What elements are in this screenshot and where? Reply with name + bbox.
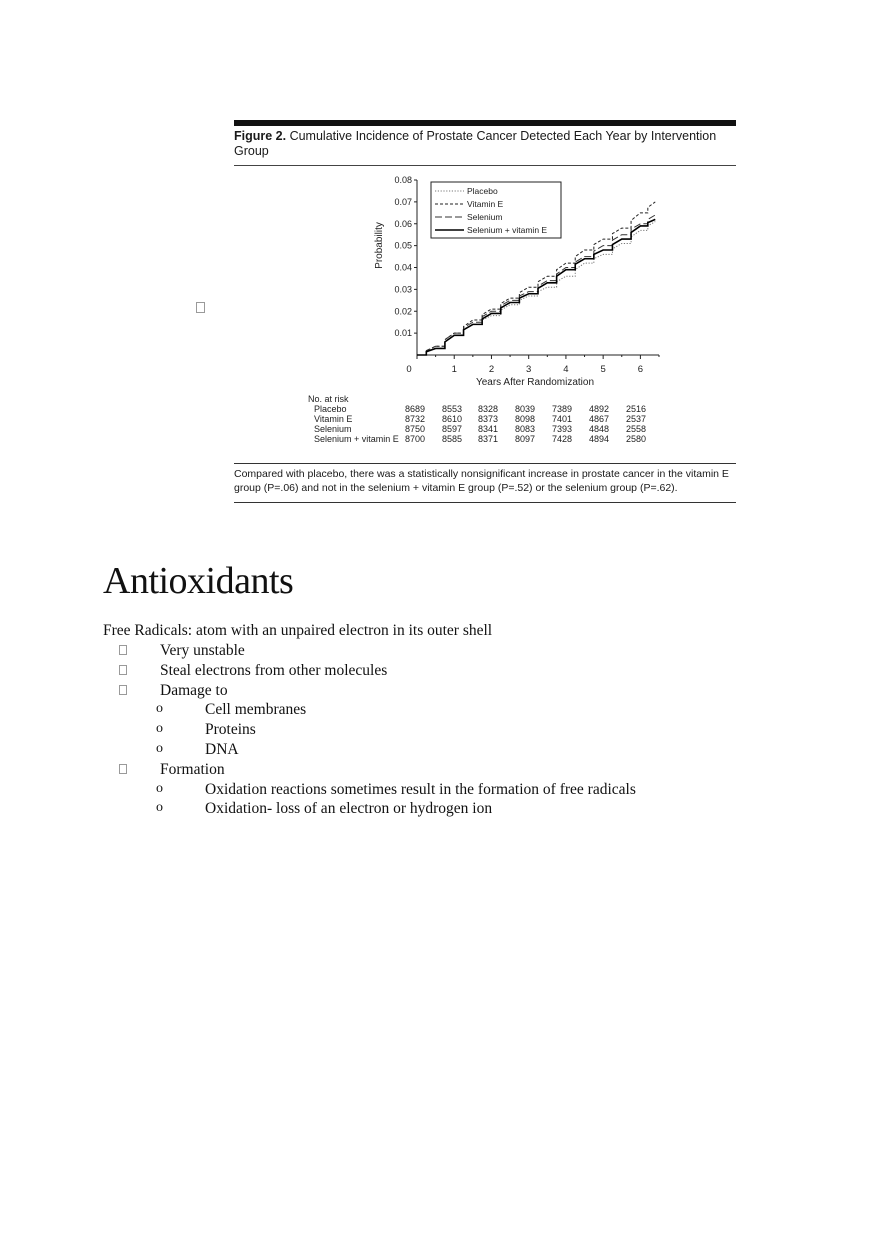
sub-bullet-icon: o <box>156 741 163 756</box>
y-tick-label: 0.01 <box>394 328 412 339</box>
at-risk-row-label: Placebo <box>314 404 347 414</box>
at-risk-row <box>308 434 738 444</box>
figure-top-bar <box>234 120 736 126</box>
at-risk-title: No. at risk <box>308 394 349 404</box>
figure-divider <box>234 463 736 464</box>
bullet-box-icon <box>119 665 127 675</box>
series-line-placebo <box>417 222 655 355</box>
at-risk-value: 4892 <box>589 404 610 414</box>
at-risk-value: 7401 <box>552 414 573 424</box>
sub-bullet-icon: o <box>156 800 163 816</box>
at-risk-value: 7393 <box>552 424 573 434</box>
legend-label: Selenium + vitamin E <box>467 225 548 235</box>
figure-caption-label: Figure 2. <box>234 129 287 143</box>
figure-2 <box>234 120 736 510</box>
at-risk-value: 8597 <box>442 424 463 434</box>
at-risk-value: 2537 <box>626 414 647 424</box>
y-tick-label: 0.06 <box>394 218 412 229</box>
x-tick-label: 6 <box>637 364 644 375</box>
at-risk-value: 8553 <box>442 404 463 414</box>
at-risk-value: 7428 <box>552 434 573 444</box>
y-axis-label: Probability <box>374 222 385 269</box>
at-risk-value: 2580 <box>626 434 647 444</box>
incidence-chart <box>234 170 736 392</box>
y-tick-label: 0.07 <box>394 196 412 207</box>
sub-bullet-icon: o <box>156 701 163 717</box>
bullet-box-icon <box>119 764 127 774</box>
x-tick-label: 1 <box>451 364 457 375</box>
figure-divider <box>234 502 736 503</box>
at-risk-value: 4867 <box>589 414 610 424</box>
at-risk-row <box>308 414 738 424</box>
y-tick-label: 0.04 <box>394 262 412 273</box>
list-item-text: Cell membranes <box>205 701 307 719</box>
bullet-box-icon <box>119 685 127 695</box>
figure-divider <box>234 165 736 166</box>
at-risk-row-label: Selenium <box>314 424 352 434</box>
x-tick-label: 2 <box>488 364 495 375</box>
at-risk-value: 8373 <box>478 414 499 424</box>
at-risk-value: 8039 <box>515 404 536 414</box>
legend-label: Selenium <box>467 212 503 222</box>
at-risk-value: 8610 <box>442 414 463 424</box>
at-risk-value: 8732 <box>405 414 426 424</box>
at-risk-value: 8097 <box>515 434 536 444</box>
y-tick-label: 0.02 <box>394 306 412 317</box>
at-risk-value: 8585 <box>442 434 463 444</box>
bullet-box-icon <box>119 645 127 655</box>
legend-label: Vitamin E <box>467 199 504 209</box>
list-item-text: Oxidation reactions sometimes result in the formation of free radicals <box>205 780 636 798</box>
at-risk-value: 8341 <box>478 424 499 434</box>
list-item-text: Very unstable <box>160 642 245 659</box>
list-item-text: Steal electrons from other molecules <box>160 661 388 679</box>
y-tick-label: 0.03 <box>394 284 412 295</box>
sub-bullet-icon: o <box>156 780 163 796</box>
at-risk-row-label: Selenium + vitamin E <box>314 434 399 444</box>
figure-footnote: Compared with placebo, there was a statistically nonsignificant increase in prostate cancer in the vitamin E group (P=.06) and not in the selenium + vitamin E group (P=.52) or the selenium group (P=.62). <box>234 468 729 494</box>
list-item-text: Damage to <box>160 681 228 699</box>
figure-caption-text: Cumulative Incidence of Prostate Cancer Detected Each Year by Intervention Group <box>234 129 717 158</box>
sub-bullet-icon: o <box>156 721 163 737</box>
at-risk-value: 8750 <box>405 424 426 434</box>
list-item-text: Formation <box>160 760 225 778</box>
x-tick-label: 3 <box>526 364 532 375</box>
missing-glyph-box <box>196 302 205 313</box>
at-risk-row <box>308 404 738 414</box>
at-risk-value: 8328 <box>478 404 499 414</box>
list-item-text: Proteins <box>205 721 256 739</box>
at-risk-value: 8083 <box>515 424 536 434</box>
at-risk-value: 8098 <box>515 414 536 424</box>
figure-caption <box>234 129 734 159</box>
legend-label: Placebo <box>467 186 498 196</box>
x-tick-label: 5 <box>600 364 606 375</box>
x-tick-label: 0 <box>406 364 412 375</box>
at-risk-row-label: Vitamin E <box>314 414 353 424</box>
y-tick-label: 0.05 <box>394 240 412 251</box>
at-risk-value: 8689 <box>405 404 426 414</box>
free-radicals-definition: Free Radicals: atom with an unpaired electron in its outer shell <box>103 622 493 639</box>
y-tick-label: 0.08 <box>394 175 412 185</box>
at-risk-value: 8371 <box>478 434 499 444</box>
at-risk-value: 2516 <box>626 404 647 414</box>
at-risk-row <box>308 424 738 434</box>
x-tick-label: 4 <box>563 364 569 375</box>
at-risk-value: 4848 <box>589 424 610 434</box>
at-risk-value: 8700 <box>405 434 426 444</box>
list-item-text: Oxidation- loss of an electron or hydrogen ion <box>205 800 493 818</box>
x-axis-label: Years After Randomization <box>475 377 595 388</box>
at-risk-value: 4894 <box>589 434 610 444</box>
section-heading: Antioxidants <box>103 560 294 602</box>
list-item-text: DNA <box>205 741 239 758</box>
at-risk-value: 7389 <box>552 404 573 414</box>
at-risk-value: 2558 <box>626 424 647 434</box>
